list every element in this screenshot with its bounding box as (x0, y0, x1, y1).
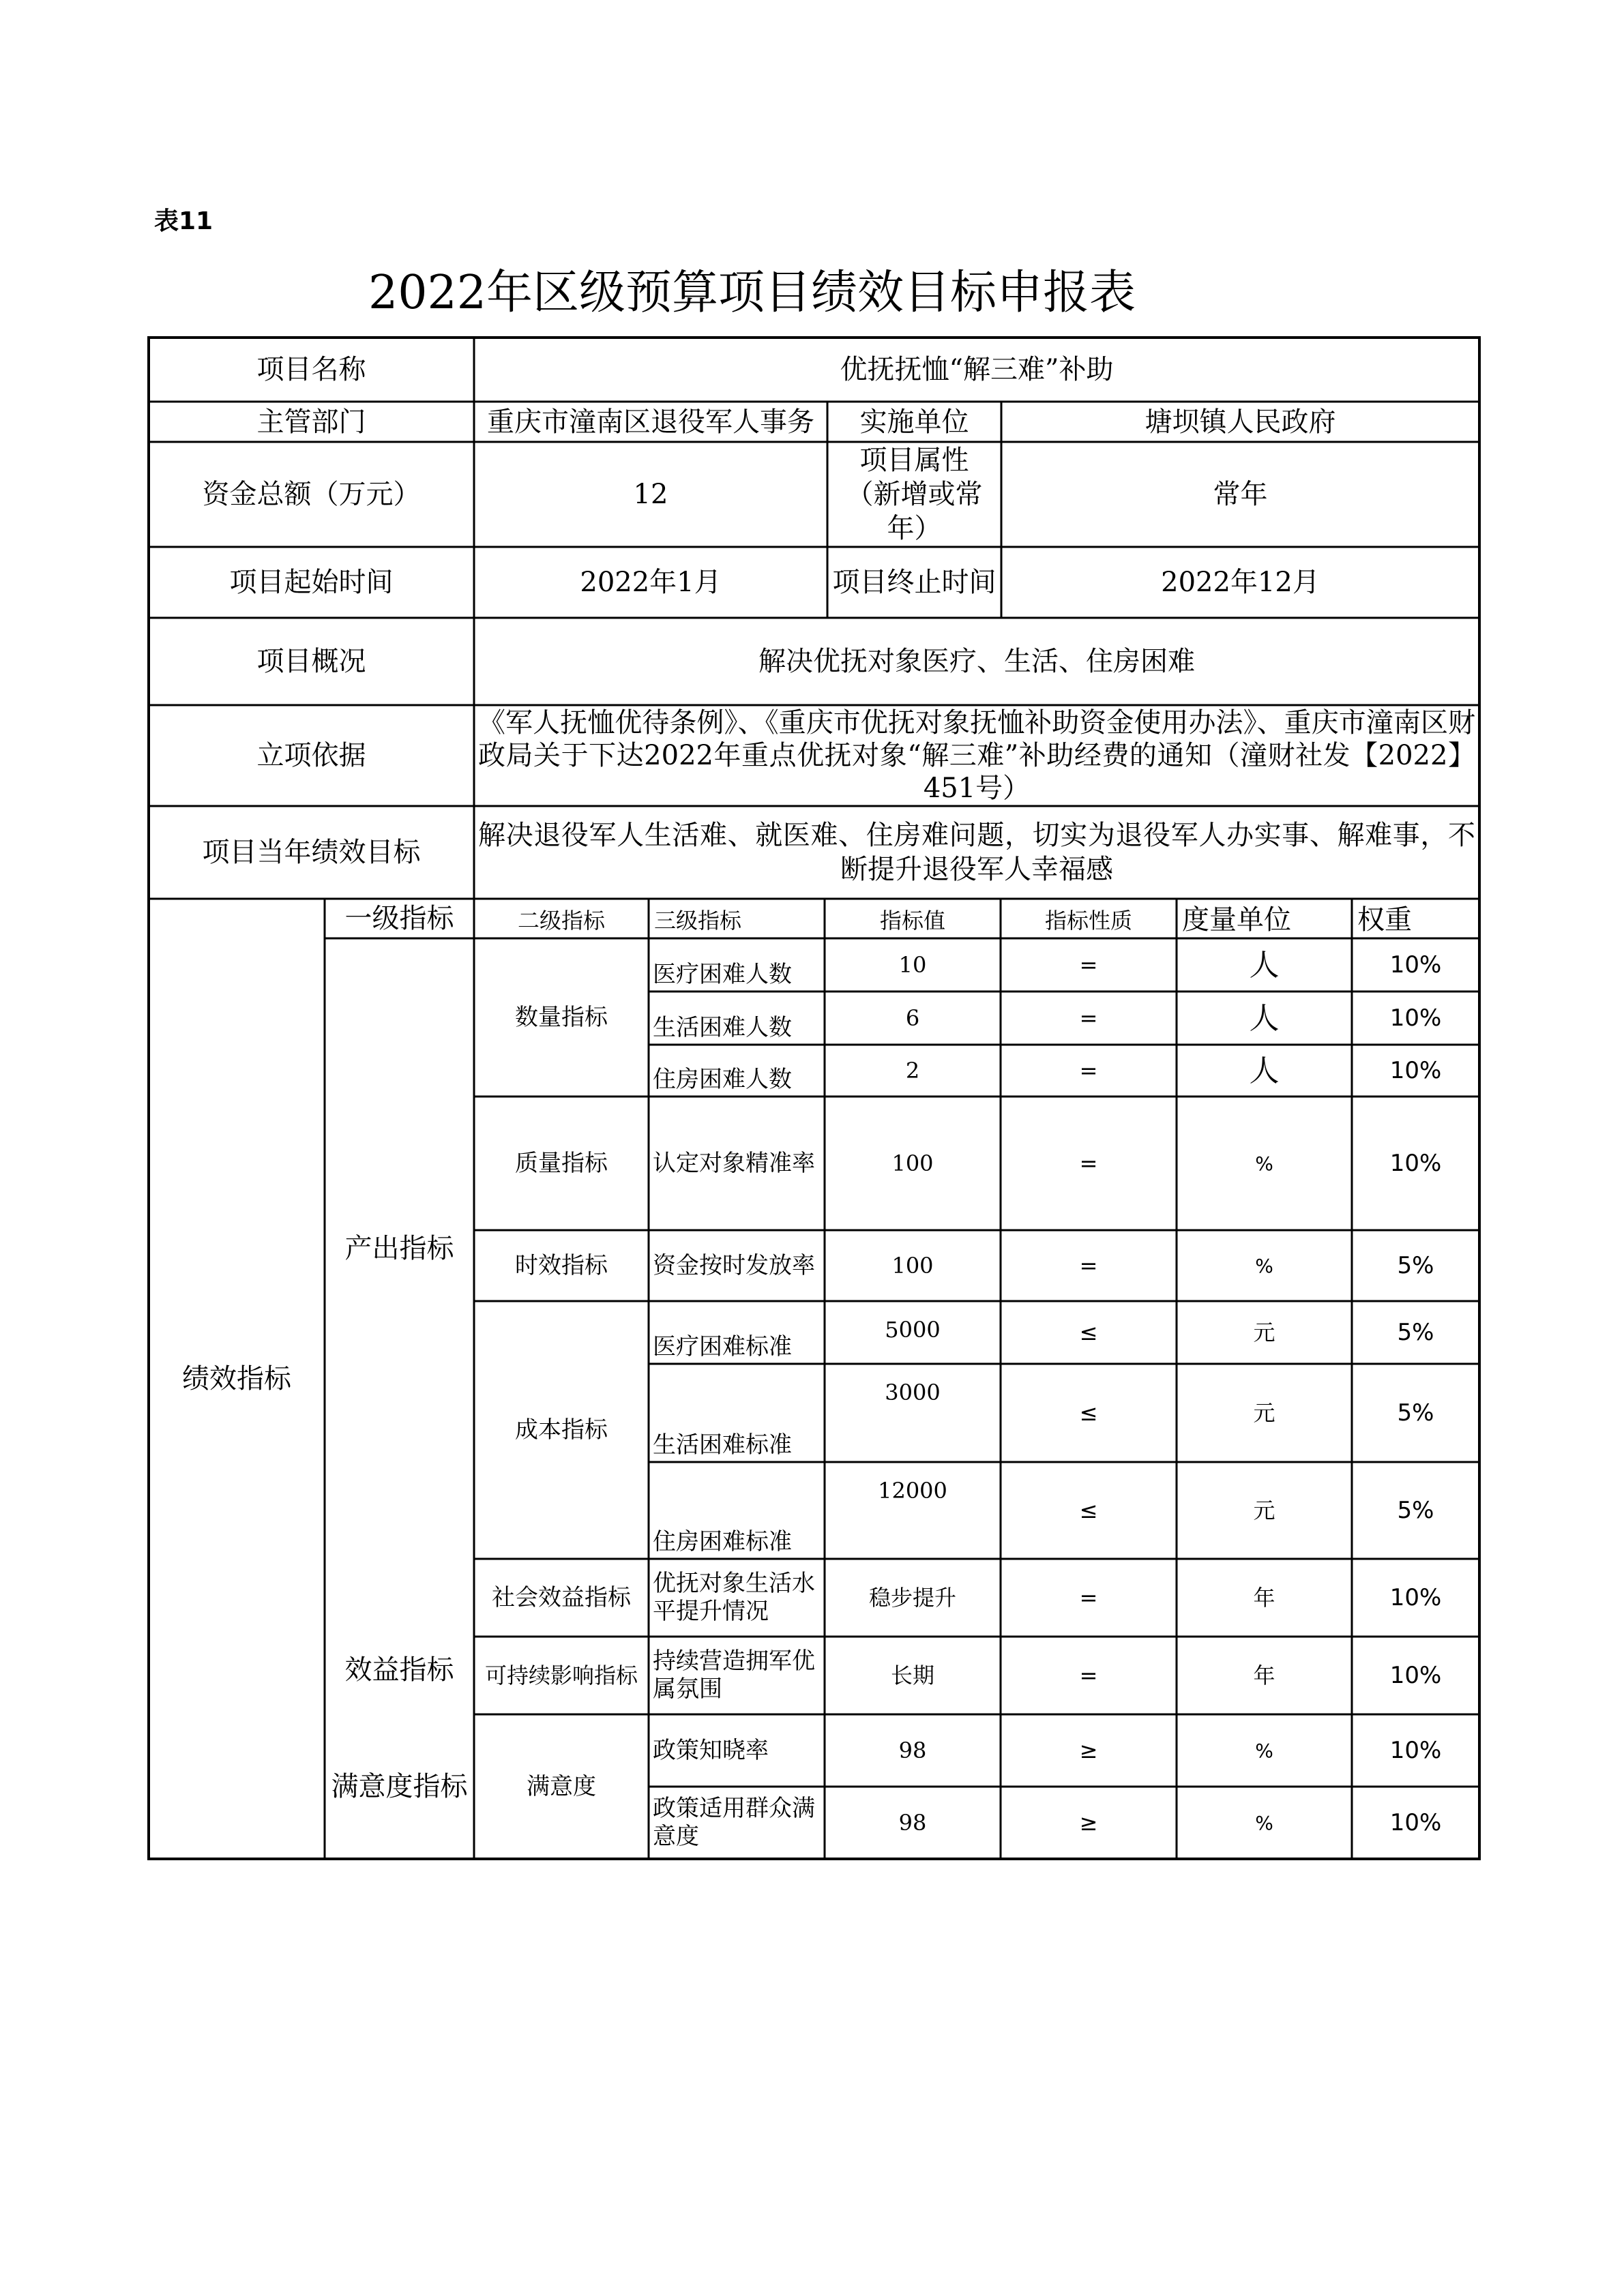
end-value: 2022年12月 (1161, 567, 1320, 598)
basis-value: 《军人抚恤优待条例》、《重庆市优抚对象抚恤补助资金使用办法》、重庆市潼南区财政局关于下达2022年重点优抚对象“解三难”补助经费的通知（潼财社发【2022】451号） (478, 707, 1475, 804)
indicator-nature: = (1079, 1005, 1098, 1031)
indicator-nature: ≥ (1079, 1810, 1098, 1836)
indicator-name: 政策适用群众满意度 (653, 1795, 815, 1850)
indicator-nature: = (1079, 1585, 1098, 1611)
goal-value: 解决退役军人生活难、就医难、住房难问题，切实为退役军人办实事、解难事，不断提升退役军人幸福感 (478, 820, 1475, 885)
dept-value: 重庆市潼南区退役军人事务 (487, 406, 814, 438)
indicator-value: 6 (905, 1005, 920, 1031)
basis-label: 立项依据 (256, 740, 366, 771)
goal-label: 项目当年绩效目标 (202, 837, 421, 868)
indicator-nature: = (1079, 952, 1098, 978)
indicator-value: 100 (891, 1253, 934, 1279)
indicator-unit: 年 (1253, 1585, 1275, 1611)
indicator-nature: = (1079, 1663, 1098, 1688)
indicator-weight: 10% (1389, 1056, 1442, 1084)
indicator-value: 长期 (890, 1663, 934, 1688)
indicator-name: 医疗困难人数 (653, 961, 792, 989)
project-name-label: 项目名称 (256, 354, 366, 385)
project-name-value: 优抚抚恤“解三难”补助 (840, 354, 1114, 385)
funds-label: 资金总额（万元） (202, 479, 421, 510)
indicator-value: 10 (898, 952, 927, 978)
overview-label: 项目概况 (256, 646, 366, 677)
impl-label: 实施单位 (859, 406, 969, 438)
col-header-value: 指标值 (879, 908, 945, 934)
impl-value: 塘坝镇人民政府 (1145, 406, 1336, 438)
indicator-value: 98 (898, 1810, 927, 1836)
document-title: 2022年区级预算项目绩效目标申报表 (368, 266, 1136, 320)
level1-satisfaction: 满意度指标 (331, 1771, 468, 1802)
indicator-unit: 元 (1253, 1497, 1275, 1523)
col-header-level2: 二级指标 (517, 908, 605, 934)
indicator-nature: = (1079, 1253, 1098, 1279)
col-header-level1: 一级指标 (344, 903, 454, 934)
attr-label: 项目属性（新增或常年） (846, 445, 983, 544)
indicator-value: 2 (905, 1058, 920, 1084)
level2-quality: 质量指标 (515, 1149, 608, 1177)
indicator-unit: % (1255, 1152, 1273, 1175)
indicator-nature: ≤ (1079, 1320, 1098, 1345)
indicator-value: 98 (898, 1738, 927, 1763)
indicator-value: 12000 (878, 1478, 947, 1504)
indicator-name: 住房困难人数 (653, 1066, 792, 1094)
level2-sustain: 可持续影响指标 (484, 1663, 638, 1688)
indicator-weight: 10% (1389, 1808, 1442, 1836)
indicator-weight: 5% (1397, 1496, 1434, 1524)
indicator-weight: 10% (1389, 1004, 1442, 1032)
indicator-name: 认定对象精准率 (653, 1149, 815, 1177)
indicator-name: 优抚对象生活水平提升情况 (653, 1570, 815, 1625)
indicator-weight: 5% (1397, 1251, 1434, 1279)
indicator-unit: 人 (1249, 947, 1280, 983)
indicator-unit: 人 (1249, 1053, 1280, 1088)
indicator-value: 100 (891, 1150, 934, 1176)
level1-output: 产出指标 (344, 1233, 454, 1264)
end-label: 项目终止时间 (832, 567, 996, 598)
indicator-name: 医疗困难标准 (653, 1333, 792, 1361)
level2-satisfaction: 满意度 (527, 1772, 596, 1800)
indicator-unit: % (1255, 1811, 1273, 1834)
level2-timeliness: 时效指标 (515, 1251, 608, 1279)
indicator-name: 住房困难标准 (653, 1528, 792, 1556)
level1-benefit: 效益指标 (344, 1654, 454, 1686)
indicator-unit: % (1255, 1739, 1273, 1762)
table-label: 表11 (154, 207, 213, 235)
indicator-weight: 10% (1389, 951, 1442, 979)
indicator-nature: = (1079, 1150, 1098, 1176)
section-label-indicators: 绩效指标 (182, 1363, 291, 1395)
attr-value: 常年 (1213, 479, 1268, 510)
indicator-name: 政策知晓率 (653, 1736, 769, 1764)
indicator-unit: % (1255, 1254, 1273, 1277)
col-header-unit: 度量单位 (1182, 904, 1291, 936)
indicator-unit: 元 (1253, 1400, 1275, 1426)
indicator-name: 生活困难人数 (653, 1014, 792, 1042)
indicator-unit: 年 (1253, 1663, 1275, 1688)
dept-label: 主管部门 (256, 406, 366, 438)
indicator-name: 持续营造拥军优属氛围 (653, 1648, 815, 1703)
overview-value: 解决优抚对象医疗、生活、住房困难 (758, 646, 1195, 677)
indicator-unit: 人 (1249, 1000, 1280, 1036)
level2-quantity: 数量指标 (515, 1003, 608, 1031)
indicator-weight: 10% (1389, 1736, 1442, 1764)
indicator-weight: 10% (1389, 1661, 1442, 1689)
col-header-level3: 三级指标 (654, 908, 742, 934)
indicator-weight: 5% (1397, 1399, 1434, 1427)
indicator-name: 资金按时发放率 (653, 1251, 815, 1279)
indicator-name: 生活困难标准 (653, 1431, 792, 1459)
funds-value: 12 (633, 479, 668, 510)
start-value: 2022年1月 (580, 567, 722, 598)
indicator-nature: ≤ (1079, 1400, 1098, 1426)
indicator-value: 稳步提升 (868, 1585, 956, 1611)
level2-social: 社会效益指标 (492, 1583, 631, 1611)
indicator-nature: ≤ (1079, 1497, 1098, 1523)
indicator-weight: 5% (1397, 1318, 1434, 1346)
start-label: 项目起始时间 (229, 567, 394, 598)
indicator-nature: ≥ (1079, 1738, 1098, 1763)
indicator-value: 5000 (885, 1317, 941, 1343)
indicator-nature: = (1079, 1058, 1098, 1084)
indicator-weight: 10% (1389, 1149, 1442, 1177)
level2-cost: 成本指标 (515, 1416, 608, 1444)
indicator-unit: 元 (1253, 1320, 1275, 1345)
indicator-value: 3000 (885, 1380, 941, 1405)
indicator-weight: 10% (1389, 1583, 1442, 1611)
col-header-nature: 指标性质 (1044, 908, 1132, 934)
col-header-weight: 权重 (1357, 904, 1412, 936)
